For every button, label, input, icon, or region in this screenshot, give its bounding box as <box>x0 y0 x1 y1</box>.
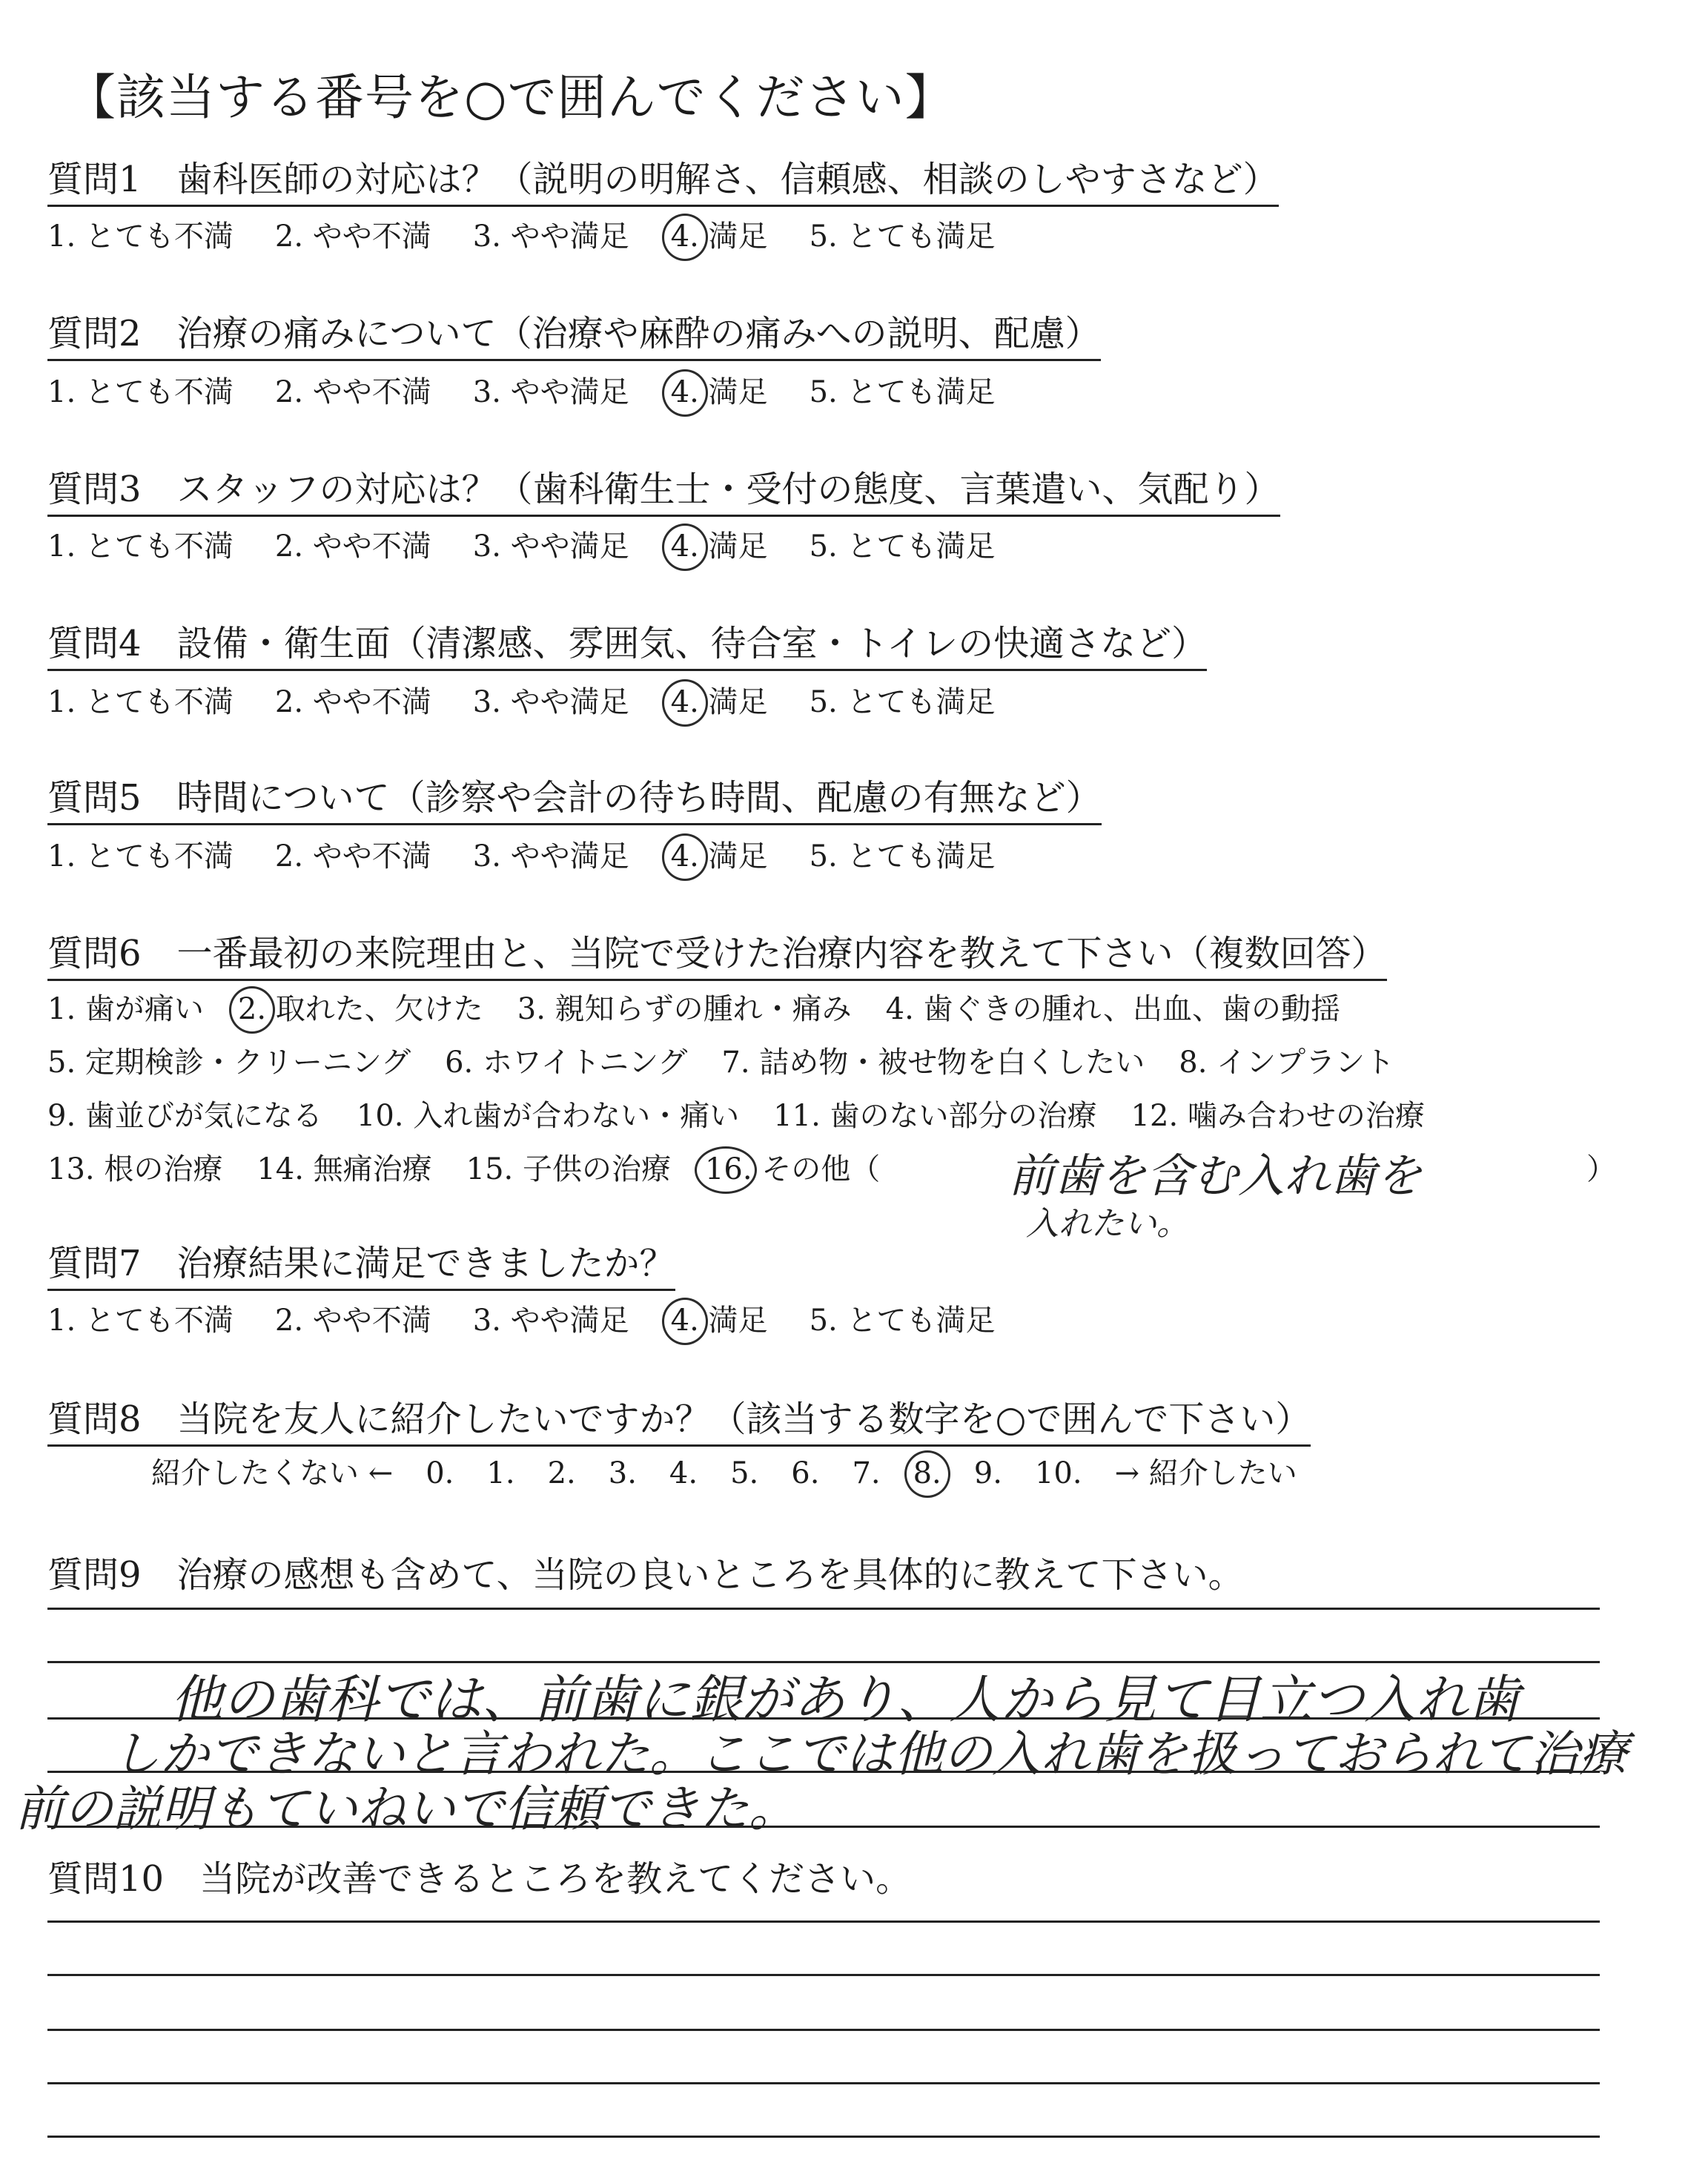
question-7-label: 質問7 治療結果に満足できましたか？ <box>47 1241 675 1291</box>
q1-option-4-selected[interactable]: 4. 満足 <box>670 219 768 254</box>
question-7-options <box>47 1302 1036 1339</box>
question-2-options <box>47 374 1036 411</box>
q8-scale-4[interactable]: 4. <box>669 1456 698 1490</box>
q10-answer-line-1[interactable] <box>47 1920 1600 1923</box>
question-8-scale <box>151 1455 1330 1492</box>
q8-scale-9[interactable]: 9. <box>973 1456 1002 1490</box>
q4-option-5[interactable]: 5. とても満足 <box>809 685 996 719</box>
q6-option-2-selected[interactable]: 2. 取れた、欠けた <box>237 992 483 1026</box>
q2-option-1[interactable]: 1. とても不満 <box>47 375 234 409</box>
q6-option-8[interactable]: 8. インプラント <box>1179 1046 1395 1080</box>
q6-option-7[interactable]: 7. 詰め物・被せ物を白くしたい <box>721 1046 1145 1080</box>
q8-scale-8-selected[interactable]: 8. <box>913 1456 941 1490</box>
q4-option-2[interactable]: 2. やや不満 <box>274 685 431 719</box>
q10-answer-line-5[interactable] <box>47 2136 1600 2138</box>
q2-option-3[interactable]: 3. やや満足 <box>472 375 629 409</box>
q6-option-4[interactable]: 4. 歯ぐきの腫れ、出血、歯の動揺 <box>885 992 1340 1026</box>
question-4-label: 質問4 設備・衛生面（清潔感、雰囲気、待合室・トイレの快適さなど） <box>47 621 1207 671</box>
q3-option-2[interactable]: 2. やや不満 <box>274 529 431 564</box>
q1-option-3[interactable]: 3. やや満足 <box>472 219 629 254</box>
q8-scale-7[interactable]: 7. <box>852 1456 881 1490</box>
question-10-label: 質問10 当院が改善できるところを教えてください。 <box>47 1858 912 1900</box>
q4-option-3[interactable]: 3. やや満足 <box>472 685 629 719</box>
q8-scale-5[interactable]: 5. <box>730 1456 759 1490</box>
q3-option-1[interactable]: 1. とても不満 <box>47 529 234 564</box>
q4-option-1[interactable]: 1. とても不満 <box>47 685 234 719</box>
q9-handwritten-answer-line-3[interactable]: 前の説明もていねいで信頼できた。 <box>15 1780 798 1837</box>
q5-option-4-selected[interactable]: 4. 満足 <box>670 839 768 873</box>
q6-option-6[interactable]: 6. ホワイトニング <box>445 1046 688 1080</box>
q4-option-4-selected[interactable]: 4. 満足 <box>670 685 768 719</box>
q6-other-close-paren: ） <box>1586 1152 1616 1186</box>
q7-option-1[interactable]: 1. とても不満 <box>47 1304 234 1338</box>
q6-option-15[interactable]: 15. 子供の治療 <box>466 1152 671 1186</box>
question-3-options <box>47 528 1036 565</box>
q8-right-label: → 紹介したい <box>1114 1456 1297 1490</box>
q10-answer-line-4[interactable] <box>47 2082 1600 2084</box>
question-8-label: 質問8 当院を友人に紹介したいですか？（該当する数字を○で囲んで下さい） <box>47 1397 1311 1447</box>
q7-option-5[interactable]: 5. とても満足 <box>809 1304 996 1338</box>
q6-option-16-selected[interactable]: 16. その他（ <box>704 1152 881 1186</box>
q8-scale-6[interactable]: 6. <box>791 1456 820 1490</box>
q8-scale-10[interactable]: 10. <box>1034 1456 1082 1490</box>
question-1-options <box>47 218 1036 255</box>
q6-option-3[interactable]: 3. 親知らずの腫れ・痛み <box>517 992 852 1026</box>
q6-option-11[interactable]: 11. 歯のない部分の治療 <box>773 1099 1097 1133</box>
q5-option-1[interactable]: 1. とても不満 <box>47 839 234 873</box>
q9-handwritten-answer-line-2[interactable]: しかできないと言われた。ここでは他の入れ歯を扱っておられて治療 <box>111 1725 1628 1783</box>
q6-option-5[interactable]: 5. 定期検診・クリーニング <box>47 1046 411 1080</box>
q1-option-5[interactable]: 5. とても満足 <box>809 219 996 254</box>
q6-option-10[interactable]: 10. 入れ歯が合わない・痛い <box>356 1099 740 1133</box>
question-4-options <box>47 684 1036 721</box>
q6-option-9[interactable]: 9. 歯並びが気になる <box>47 1099 322 1133</box>
q8-scale-3[interactable]: 3. <box>608 1456 637 1490</box>
question-5-options <box>47 838 1036 875</box>
q5-option-3[interactable]: 3. やや満足 <box>472 839 629 873</box>
q7-option-3[interactable]: 3. やや満足 <box>472 1304 629 1338</box>
q6-other-handwritten-line-1[interactable]: 前歯を含む入れ歯を <box>1008 1149 1423 1203</box>
q5-option-5[interactable]: 5. とても満足 <box>809 839 996 873</box>
question-5-label: 質問5 時間について（診察や会計の待ち時間、配慮の有無など） <box>47 776 1102 825</box>
q9-answer-line-1[interactable] <box>47 1608 1600 1610</box>
question-6-row-2 <box>47 1044 1429 1081</box>
q6-option-14[interactable]: 14. 無痛治療 <box>256 1152 432 1186</box>
q3-option-5[interactable]: 5. とても満足 <box>809 529 996 564</box>
q7-option-4-selected[interactable]: 4. 満足 <box>670 1304 768 1338</box>
question-6-row-4 <box>47 1151 914 1188</box>
q1-option-2[interactable]: 2. やや不満 <box>274 219 431 254</box>
question-3-label: 質問3 スタッフの対応は？（歯科衛生士・受付の態度、言葉遣い、気配り） <box>47 467 1280 517</box>
question-1-label: 質問1 歯科医師の対応は？（説明の明解さ、信頼感、相談のしやすさなど） <box>47 157 1279 207</box>
q5-option-2[interactable]: 2. やや不満 <box>274 839 431 873</box>
q7-option-2[interactable]: 2. やや不満 <box>274 1304 431 1338</box>
q2-option-5[interactable]: 5. とても満足 <box>809 375 996 409</box>
q9-handwritten-answer-line-1[interactable]: 他の歯科では、前歯に銀があり、人から見て目立つ入れ歯 <box>171 1669 1520 1730</box>
q6-option-12[interactable]: 12. 噛み合わせの治療 <box>1131 1099 1425 1133</box>
q3-option-3[interactable]: 3. やや満足 <box>472 529 629 564</box>
question-6-row-3 <box>47 1097 1459 1135</box>
question-6-row-1 <box>47 991 1374 1028</box>
q6-other-handwritten-line-2[interactable]: 入れたい。 <box>1026 1205 1189 1243</box>
q8-scale-2[interactable]: 2. <box>547 1456 576 1490</box>
page-title: 【該当する番号を○で囲んでください】 <box>67 69 955 126</box>
q10-answer-line-3[interactable] <box>47 2029 1600 2031</box>
question-9-label: 質問9 治療の感想も含めて、当院の良いところを具体的に教えて下さい。 <box>47 1554 1244 1596</box>
q8-scale-1[interactable]: 1. <box>486 1456 515 1490</box>
question-2-label: 質問2 治療の痛みについて（治療や麻酔の痛みへの説明、配慮） <box>47 311 1101 361</box>
q8-scale-0[interactable]: 0. <box>426 1456 454 1490</box>
q1-option-1[interactable]: 1. とても不満 <box>47 219 234 254</box>
q2-option-4-selected[interactable]: 4. 満足 <box>670 375 768 409</box>
q8-left-label: 紹介したくない ← <box>151 1456 394 1490</box>
q10-answer-line-2[interactable] <box>47 1974 1600 1976</box>
question-6-label: 質問6 一番最初の来院理由と、当院で受けた治療内容を教えて下さい（複数回答） <box>47 931 1387 981</box>
q2-option-2[interactable]: 2. やや不満 <box>274 375 431 409</box>
q6-option-13[interactable]: 13. 根の治療 <box>47 1152 223 1186</box>
q3-option-4-selected[interactable]: 4. 満足 <box>670 529 768 564</box>
q6-option-1[interactable]: 1. 歯が痛い <box>47 992 204 1026</box>
